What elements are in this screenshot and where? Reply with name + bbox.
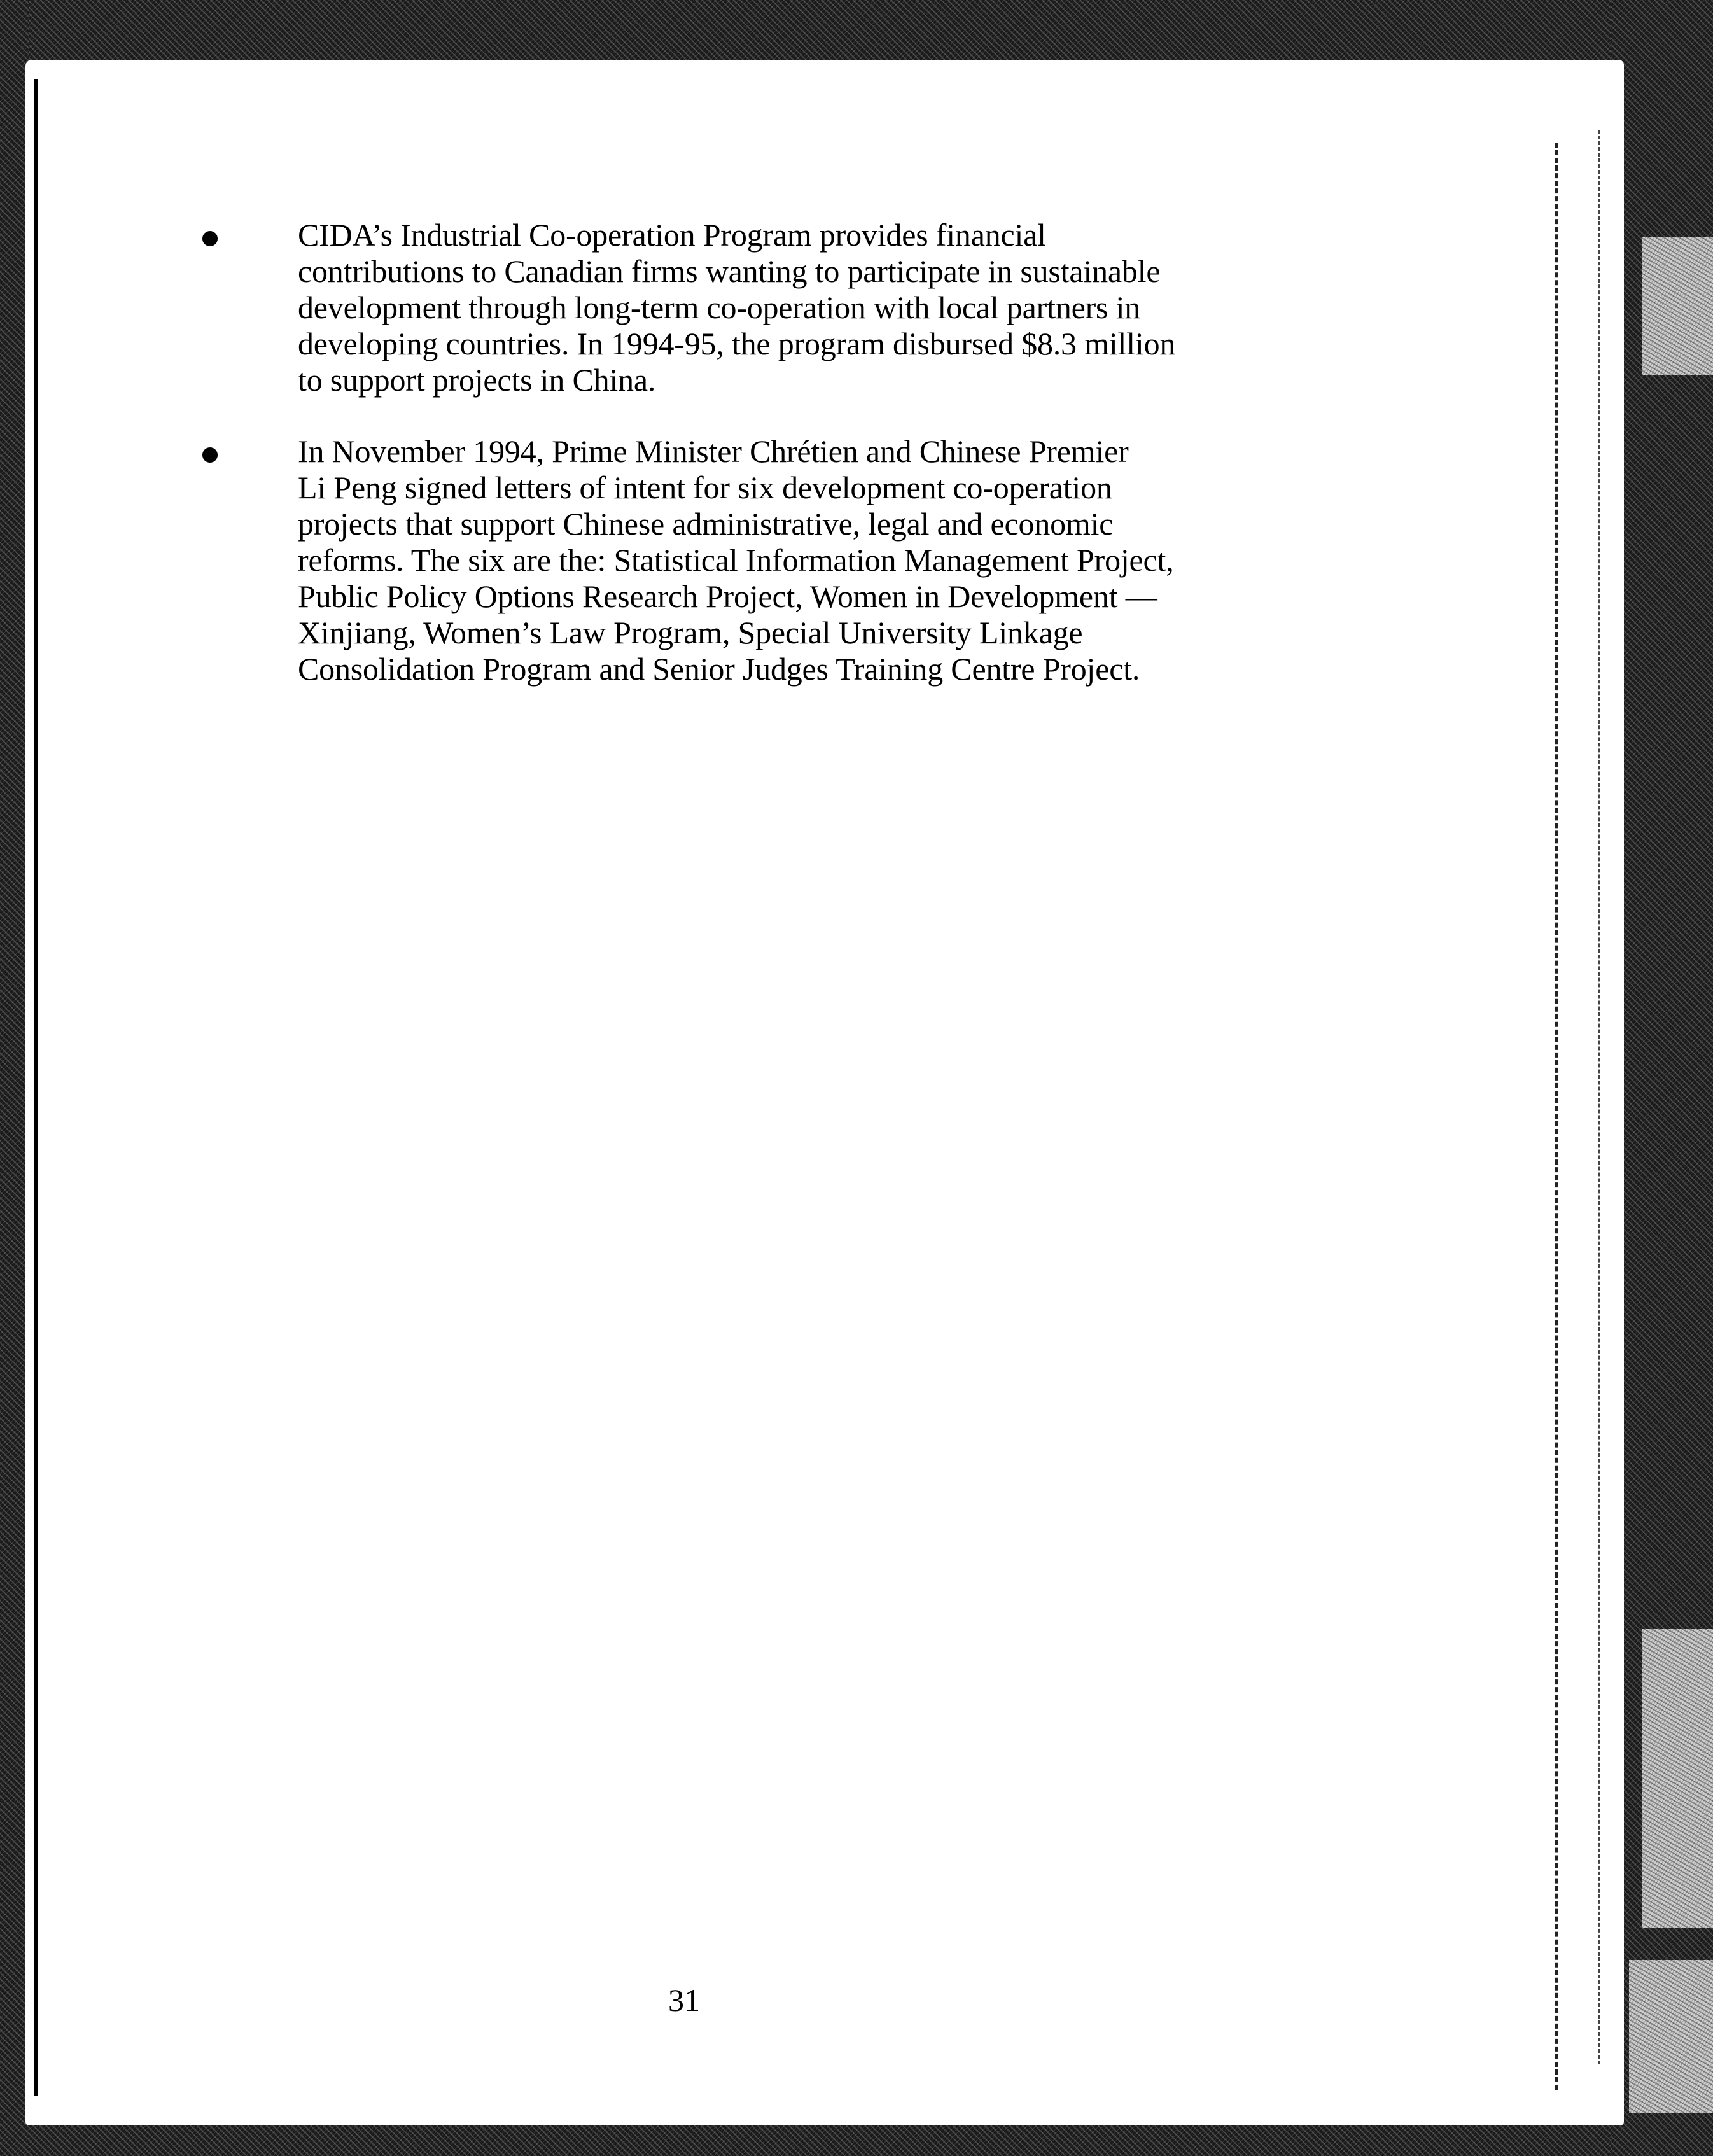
bullet-dot-icon xyxy=(202,231,218,246)
binding-edge-line xyxy=(1555,143,1558,2090)
bullet-paragraph: CIDA’s Industrial Co-operation Program provides financial contributions to Canadian firms wanting to participate in sustainable development through long-term co-operation with local partners in developing countries. In 1994-95, the program disbursed $8.3 million to support projects in China. xyxy=(298,217,1176,398)
bullet-dot-icon xyxy=(202,447,218,463)
page-number: 31 xyxy=(668,1982,700,2018)
scan-border-top xyxy=(0,0,1713,61)
bullet-paragraph: In November 1994, Prime Minister Chrétien and Chinese Premier Li Peng signed letters of intent for six development co-operation projects that support Chinese administrative, legal and economic reforms. The six are the: Statistical Information Management Project, Public Policy Options Research Project, Women in Development — Xinjiang, Women’s Law Program, Special University Linkage Consolidation Program and Senior Judges Training Centre Project. xyxy=(298,433,1174,687)
page-edge-line xyxy=(34,79,38,2096)
scan-noise-patch xyxy=(1642,237,1713,375)
scan-noise-patch xyxy=(1642,1629,1713,1928)
scan-noise-patch xyxy=(1629,1960,1713,2113)
binding-edge-line xyxy=(1598,130,1600,2064)
document-page xyxy=(25,60,1624,2125)
